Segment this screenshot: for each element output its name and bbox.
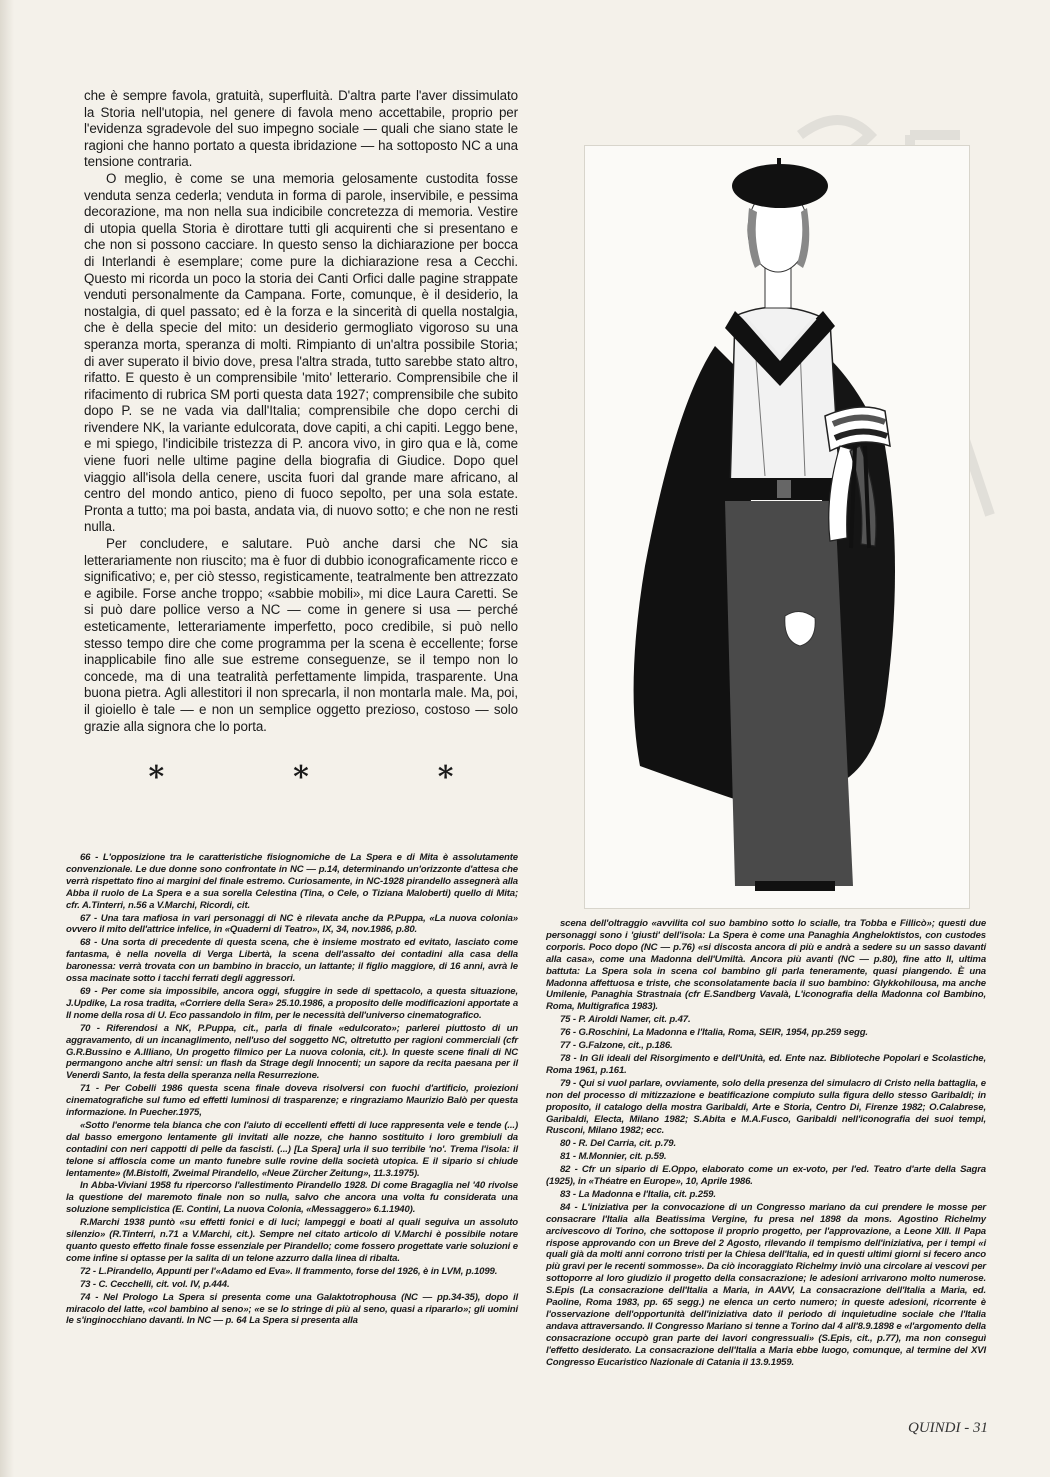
section-separator	[84, 760, 518, 795]
footnote: 78 - In Gli ideali del Risorgimento e dell'Unità, ed. Ente naz. Biblioteche Popolari e Scolastiche, Roma 1961, p.161.	[546, 1052, 986, 1076]
asterisk: *	[293, 760, 309, 795]
footnotes-left-column	[66, 852, 518, 1328]
footnote: 66 - L'opposizione tra le caratteristiche fisiognomiche de La Spera e di Mita è assolutamente convenzionale. Le due donne sono confrontate in NC — p.14, determinando un'orizzonte d'attesa che verrà rispettato fino ai margini del finale estremo. Curiosamente, in NC-1928 pirandello assegnerà alla Abba il ruolo de La Spera e a sua sorella Celestina (Tina, o Cele, o Tiziana Maloberti) quello di Mita; cfr. A.Tinterri, n.56 a V.Marchi, Ricordi, cit.	[66, 852, 518, 911]
costume-illustration	[584, 145, 970, 909]
footnote: 84 - L'iniziativa per la convocazione di un Congresso mariano da cui prendere le mosse per consacrare l'Italia alla Beatissima Vergine, fu presa nel 1898 da mons. Agostino Richelmy arcivescovo di Torino, che sottopose il proprio progetto, per l'approvazione, a Leone XIII. Il Papa rispose approvando con un Breve del 2 Agosto, rilevando il tempismo dell'iniziativa, per i tempi «i quali già da molti anni corrono tristi per la Chiesa dell'Italia, ed in questi ultimi giorni si fecero anco più gravi per le recenti sommosse». Da ciò incoraggiato Richelmy inviò una circolare ai vescovi per sottoporre al loro giudizio il progetto della consacrazione; le adesioni arrivarono molto numerose. S.Epis (La consacrazione dell'Italia a Maria, in AAVV, La consacrazione dell'Italia a Maria, ed. Paoline, Roma 1983, pp. 65 segg.) ne elenca un certo numero; in queste adesioni, ricorrente è l'osservazione dell'opportunità dell'iniziativa dato il periodo di inquietudine sociale che l'Italia andava attraversando. Il Congresso Mariano si tenne a Torino dal 4 all'8.9.1898 e «l'argomento della consacrazione occupò gran parte dei lavori congressuali» (S.Epis, cit., p.77), ma non conseguì l'effetto desiderato. La consacrazione dell'Italia a Maria ebbe luogo, comunque, al termine del XVI Congresso Eucaristico Nazionale di Catania il 13.9.1959.	[546, 1201, 986, 1368]
page-number: QUINDI - 31	[908, 1420, 988, 1436]
footnote: 77 - G.Falzone, cit., p.186.	[560, 1040, 673, 1052]
footnote: 79 - Qui si vuol parlare, ovviamente, solo della presenza del simulacro di Cristo nella battaglia, e non del processo di mitizzazione e beatificazione compiuto sulla figura dello stesso Garibaldi; in proposito, il catalogo della mostra Garibaldi, Arte e Storia, Centro Di, Firenze 1982; O.Calabrese, Garibaldi, Electa, Milano 1982; S.Abita e M.A.Fusco, Garibaldi nell'iconografia dei suoi tempi, Rusconi, Milano 1982; ecc.	[546, 1077, 986, 1137]
footnote: 76 - G.Roschini, La Madonna e l'Italia, Roma, SEIR, 1954, pp.259 segg.	[560, 1027, 868, 1039]
footnote: 75 - P. Airoldi Namer, cit. p.47.	[560, 1014, 691, 1026]
footnote: scena dell'oltraggio «avvilita col suo bambino sotto lo scialle, tra Tobba e Fillicò»; questi due personaggi sono i 'giusti' dell'isola: La Spera è come una Panaghia Angheloktistos, con custodes corporis. Poco dopo (NC — p.76) «si discosta ancora di più e andrà a sedere su un sasso davanti alla casa», come una Madonna dell'Umiltà. Ancora più avanti (NC — p.80), fine atto II, ultima battuta: La Spera sola in scena col bambino gli parla teneramente, quasi piangendo. È una Madonna affettuosa e triste, che sconsolatamente bacia il suo bambino: Glykkohilousa, ma anche Umilenie, Panaghia Strastnaia (cfr E.Sandberg Vavalà, L'iconografia della Madonna col Bambino, Roma, Multigrafica 1983).	[546, 918, 986, 1013]
asterisk: *	[148, 760, 165, 795]
footnote: 70 - Riferendosi a NK, P.Puppa, cit., parla di finale «edulcorato»; parlerei piuttosto di un aggravamento, di un incanaglimento, nell'uso del soggetto NC, oltretutto per ragioni commerciali (cfr G.R.Bussino e A.Illiano, Un progetto filmico per La nuova colonia, cit.). In queste scene finali di NC permangono anche altri sensi: un flash da Strage degli Innocenti; un sapore da recita paesana per il Venerdì Santo, la festa della speranza nella Resurrezione.	[66, 1022, 518, 1082]
footnote: 67 - Una tara mafiosa in vari personaggi di NC è rilevata anche da P.Puppa, «La nuova colonia» ovvero il mito dell'attrice infelice, in «Quaderni di Teatro», IX, 34, nov.1986, p.80.	[66, 912, 518, 936]
footnote: 74 - Nel Prologo La Spera si presenta come una Galaktotrophousa (NC — pp.34-35), dopo il miracolo del latte, «col bambino al seno»; «e se lo stringe di più al seno, quasi a ripararlo»; gli uomini le s'inginocchiano davanti. In NC — p. 64 La Spera si presenta alla	[66, 1291, 518, 1327]
footnotes-right-column	[546, 918, 986, 1370]
footnote: 73 - C. Cecchelli, cit. vol. IV, p.444.	[80, 1278, 230, 1290]
footnote: 69 - Per come sia impossibile, ancora oggi, sfuggire in sede di spettacolo, a questa situazione, J.Updike, La rosa tradita, «Corriere della Sera» 25.10.1986, a proposito delle modificazioni apportate a Il nome della rosa di U. Eco passandolo in film, per le necessità dell'universo cinematografico.	[66, 985, 518, 1021]
footnote: 71 - Per Cobelli 1986 questa scena finale doveva risolversi con fuochi d'artificio, proiezioni cinematografiche sul fumo ed effetti luminosi di trasparenze; e ringraziamo Maurizio Balò per questa informazione. In Puecher.1975,	[66, 1083, 518, 1119]
footnote: 80 - R. Del Carria, cit. p.79.	[560, 1138, 677, 1150]
body-text	[84, 88, 518, 735]
footnote: «Sotto l'enorme tela bianca che con l'aiuto di eccellenti effetti di luce rappresenta vele e tende (...) dal basso emergono lentamente gli invitati alle nozze, che hanno sostituito i loro grembiuli da contadini con neri cappotti di pelle da fascisti. (...) [La Spera] urla il suo terribile 'no'. Trema l'isola: il telone si affloscia come un manto funebre sulle rovine della società utopica. E il sipario si chiude lentamente» (M.Bistolfi, Zweimal Pirandello, «Neue Zürcher Zeitung», 11.3.1975).	[66, 1119, 518, 1179]
page-shadow	[0, 0, 14, 1477]
footnote: 72 - L.Pirandello, Appunti per l'«Adamo ed Eva». Il frammento, forse del 1926, è in LVM, p.1099.	[80, 1265, 498, 1277]
paragraph-2: O meglio, è come se una memoria gelosamente custodita fosse venduta senza cederla; venduta in forma di parole, inservibile, e pessima decorazione, ma non nella sua indicibile concretezza di memoria. Vestire di utopia quella Storia è dirottare tutti gli acquirenti che si presentano e che non si possono cacciare. In questo senso la dichiarazione per bocca di Interlandi è esemplare; come pure la dichiarazione resa a Cecchi. Questo mi ricorda un poco la storia dei Canti Orfici dalle pagine strappate venduti personalmente da Campana. Forte, comunque, è il desiderio, la nostalgia, di quel passato; ed è la forza e la sincerità di quella nostalgia, che è della specie del mito: un desiderio germogliato vigoroso su una speranza morta, speranza di molti. Rimpianto di un'altra possibile Storia; di aver superato il bivio dove, presa l'altra strada, tutto sarebbe stato altro, rifatto. E questo è un comprensibile 'mito' letterario. Comprensibile che il rifacimento di rubrica SM porti questa data 1927; comprensibile che subito dopo P. se ne vada via dall'Italia; comprensibile che dopo cerchi di rivendere NK, la variante edulcorata, dove capiti, a chi capiti. Leggo bene, e mi spiego, l'indicibile tristezza di P. ancora vivo, in giro qua e là, come viene fuori nelle ultime pagine della biografia di Giudice. Dopo quel viaggio all'isola della cenere, uscita fuori dal grande mare africano, al centro del mondo antico, pieno di fuoco sepolto, per una sola estate. Pronta a tutto; ma poi basta, andata via, di nuovo sotto; e che non ne resti nulla.	[84, 170, 518, 535]
costume-sketch-icon	[585, 146, 969, 908]
footnote: 68 - Una sorta di precedente di questa scena, che è insieme mostrato ed evitato, lasciato come fantasma, è nella novella di Verga Libertà, la scena dell'assalto dei contadini alla casa della baronessa: verrà trovata con un bambino in braccio, un lattante; il figlio maggiore, di 16 anni, avrà le ossa macinate sotto i tacchi ferrati degli aggressori.	[66, 937, 518, 985]
footnote: 81 - M.Monnier, cit. p.59.	[560, 1151, 667, 1163]
footnote: 82 - Cfr un sipario di E.Oppo, elaborato come un ex-voto, per l'ed. Teatro d'arte della Sagra (1925), in «Théatre en Europe», 10, Aprile 1986.	[546, 1164, 986, 1188]
footnote: R.Marchi 1938 puntò «su effetti fonici e di luci; lampeggi e boati al quali seguiva un assoluto silenzio» (R.Tinterri, n.71 a V.Marchi, cit.). Sempre nel citato articolo di V.Marchi è possibile notare quanto questo effetto finale fosse essenziale per Pirandello; come fossero progettate varie soluzioni e come infine si optasse per la salita di un telone azzurro dalla linea di ribalta.	[66, 1217, 518, 1264]
footnote: In Abba-Viviani 1958 fu ripercorso l'allestimento Pirandello 1928. Di come Bragaglia nel '40 rivolse la questione del maremoto finale non so nulla, salvo che ancora una volta fu considerata una soluzione semplicistica (E. Contini, La nuova Colonia, «Messaggero» 6.1.1940).	[66, 1180, 518, 1216]
footnote: 83 - La Madonna e l'Italia, cit. p.259.	[560, 1188, 716, 1200]
asterisk: *	[437, 760, 454, 795]
paragraph-1: che è sempre favola, gratuità, superfluità. D'altra parte l'aver dissimulato la Storia nell'utopia, nel genere di favola meno accettabile, proprio per l'evidenza sgradevole del suo impegno sociale — quali che siano state le ragioni che hanno portato a questa ibridazione — ha sottoposto NC a una tensione contraria.	[84, 88, 518, 170]
paragraph-3: Per concludere, e salutare. Può anche darsi che NC sia letterariamente non riuscito; ma è fuor di dubbio iconograficamente ricco e significativo; e, per ciò stesso, registicamente, teatralmente ben attrezzato e agibile. Forse anche troppo; «sabbie mobili», mi dice Laura Caretti. Se si può dare pollice verso a NC — come in genere si usa — perché esteticamente, letterariamente imperfetto, poco credibile, si può nello stesso tempo dire che come programma per la scena è eccellente; forse inapplicabile fino alle sue estreme conseguenze, se il tempo non lo concede, ma di una teatralità perfettamente limpida, trasparente. Una buona pietra. Agli allestitori il non sprecarla, il non montarla male. Ma, poi, il gioiello è tale — e non un semplice oggetto prezioso, costoso — solo grazie alla signora che lo porta.	[84, 536, 518, 734]
